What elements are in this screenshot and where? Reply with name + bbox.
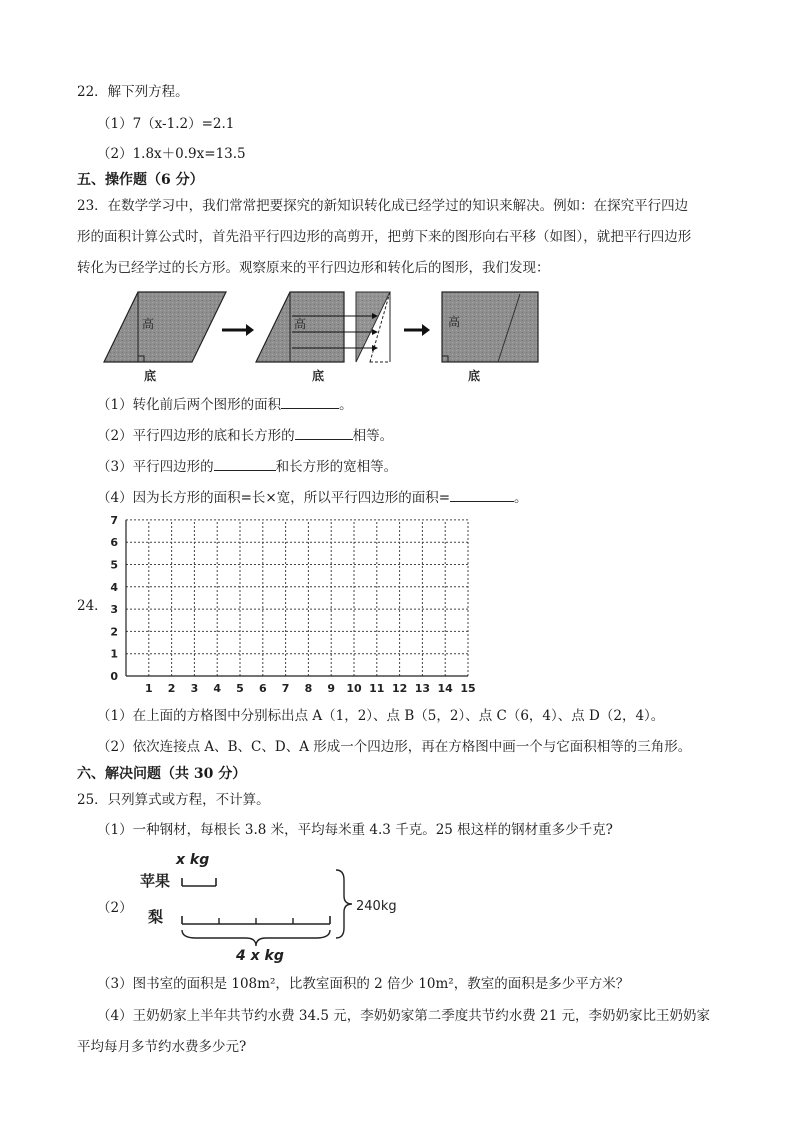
original-parallelogram	[104, 292, 226, 362]
x-tick-label: 3	[190, 682, 199, 695]
height-label-3: 高	[448, 315, 461, 329]
q25-part4-line1: （4）王奶奶家上半年共节约水费 34.5 元，李奶奶家第二季度共节约水费 21 元，李奶奶家比王奶奶家	[97, 1008, 710, 1024]
pear-weight-label: 4 x kg	[236, 948, 284, 964]
x-tick-label: 8	[304, 682, 313, 695]
q25-part1: （1）一种钢材，每根长 3.8 米，平均每米重 4.3 千克。25 根这样的钢材重多少千克?	[97, 822, 613, 838]
bottom-brace	[182, 930, 330, 946]
right-brace	[336, 870, 352, 938]
q22-title: 22．解下列方程。	[77, 84, 189, 100]
x-tick-label: 15	[460, 682, 476, 695]
result-rectangle	[442, 292, 538, 362]
x-tick-label: 9	[327, 682, 336, 695]
q24-part2: （2）依次连接点 A、B、C、D、A 形成一个四边形，再在方格图中画一个与它面积相等的三角形。	[97, 739, 692, 755]
apple-label: 苹果	[140, 872, 171, 890]
q24-part1: （1）在上面的方格图中分别标出点 A（1，2）、点 B（5，2）、点 C（6，4）、点 D（2，4）。	[97, 708, 665, 724]
parallelogram-figure	[100, 286, 550, 386]
y-tick-label: 2	[110, 625, 118, 639]
q25-part4-line2: 平均每月多节约水费多少元?	[77, 1039, 247, 1055]
y-tick-label: 6	[110, 536, 118, 550]
q25-part2-number: （2）	[97, 900, 133, 916]
x-tick-label: 10	[346, 682, 362, 695]
height-label: 高	[142, 317, 155, 331]
x-tick-label: 11	[369, 682, 385, 695]
x-tick-label: 4	[213, 682, 222, 695]
x-tick-label: 12	[391, 682, 408, 695]
q23-line-1: 23．在数学学习中，我们常常把要探究的新知识转化成已经学过的知识来解决。例如：在探究平行四边	[77, 198, 689, 214]
y-tick-label: 5	[110, 558, 118, 572]
pear-label: 梨	[148, 908, 164, 926]
base-label-2: 底	[312, 369, 325, 383]
coordinate-grid	[106, 514, 486, 698]
y-tick-label: 1	[110, 647, 118, 661]
segment-diagram	[136, 848, 416, 966]
q23-line-3: 转化为已经学过的长方形。观察原来的平行四边形和转化后的图形，我们发现：	[77, 260, 550, 276]
q23-sub3: （3）平行四边形的 和长方形的宽相等。	[97, 456, 397, 477]
y-tick-label: 0	[110, 670, 118, 683]
y-tick-label: 4	[110, 580, 118, 594]
x-tick-label: 2	[167, 682, 176, 695]
section-6-title: 六、解决问题（共 30 分）	[77, 766, 247, 782]
apple-segment	[182, 878, 216, 886]
arrow-right-icon	[222, 324, 254, 336]
x-tick-label: 1	[144, 682, 153, 695]
arrow-right-icon	[404, 324, 430, 336]
q23-sub1: （1）转化前后两个图形的面积 。	[97, 394, 353, 415]
q25-title: 25．只列算式或方程，不计算。	[77, 792, 270, 808]
q23-sub2: （2）平行四边形的底和长方形的 相等。	[97, 425, 393, 446]
total-weight-label: 240kg	[356, 899, 397, 914]
x-tick-label: 5	[236, 682, 244, 695]
answer-blank-4[interactable]	[450, 487, 514, 502]
answer-blank-2[interactable]	[295, 425, 353, 440]
x-tick-label: 14	[437, 682, 453, 695]
answer-blank-3[interactable]	[214, 456, 276, 471]
base-label-1: 底	[144, 369, 157, 383]
q22-part1: （1）7（x-1.2）=2.1	[97, 116, 235, 132]
cut-parallelogram	[256, 292, 390, 362]
y-tick-label: 3	[110, 603, 118, 617]
answer-blank-1[interactable]	[281, 394, 339, 409]
q24-number: 24．	[77, 598, 108, 614]
base-label-3: 底	[468, 369, 481, 383]
q23-sub4: （4）因为长方形的面积=长×宽，所以平行四边形的面积= 。	[97, 487, 528, 508]
q23-line-2: 形的面积计算公式时，首先沿平行四边形的高剪开，把剪下来的图形向右平移（如图），就把平行四边形	[77, 229, 692, 245]
section-5-title: 五、操作题（6 分）	[77, 172, 204, 188]
x-tick-label: 7	[281, 682, 290, 695]
apple-weight-label: x kg	[176, 852, 210, 868]
q22-part2: （2）1.8x＋0.9x=13.5	[97, 146, 246, 162]
height-label-2: 高	[294, 317, 307, 331]
x-tick-label: 13	[414, 682, 431, 695]
pear-segment	[182, 916, 330, 924]
y-tick-label: 7	[110, 514, 118, 527]
x-tick-label: 6	[258, 682, 267, 695]
q25-part3: （3）图书室的面积是 108m²，比教室面积的 2 倍少 10m²，教室的面积是多少平方米？	[97, 976, 630, 992]
